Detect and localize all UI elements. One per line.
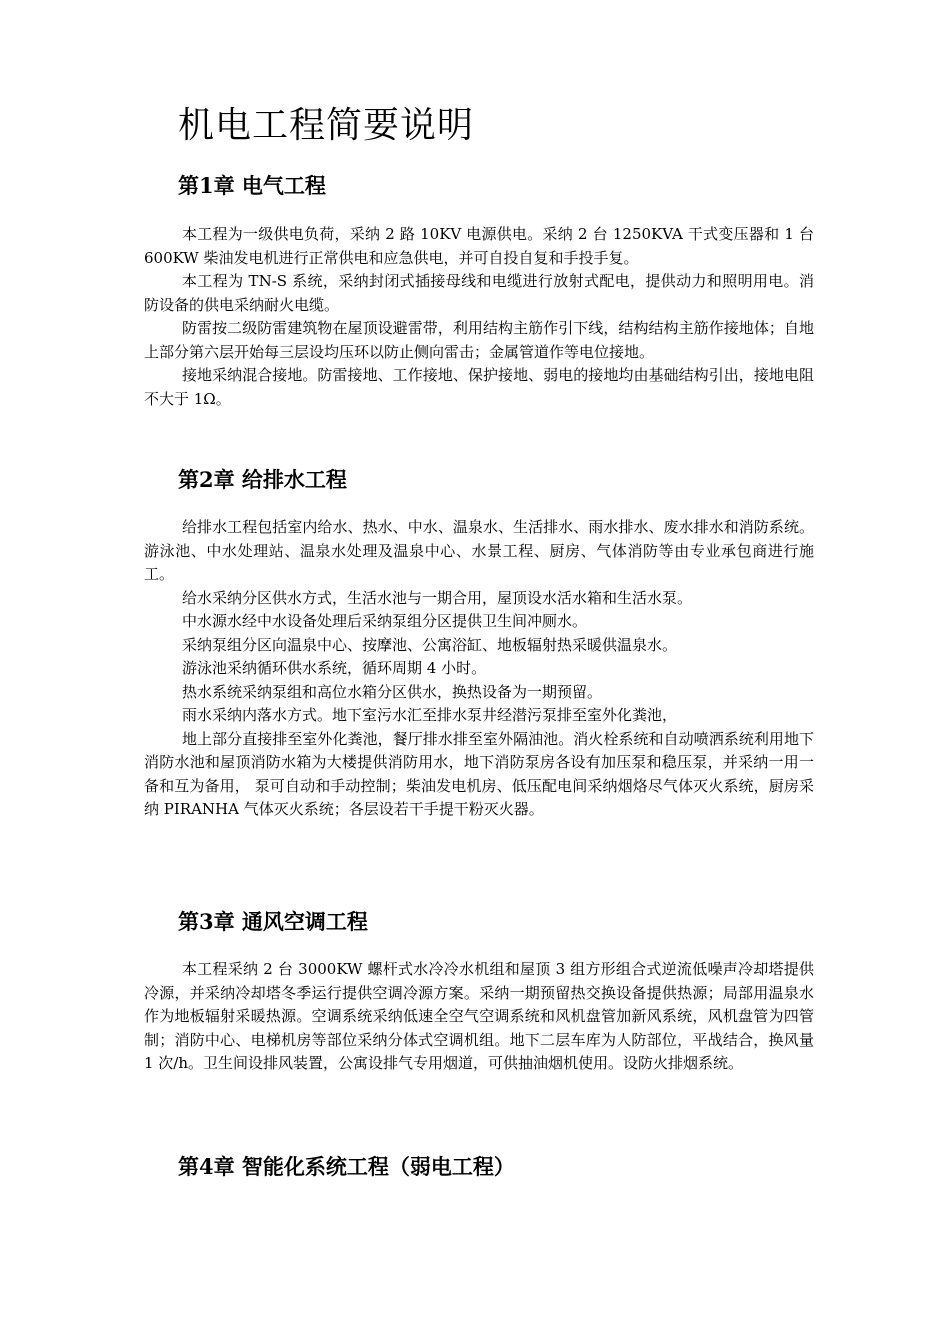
chapter-2-heading: 第2章 给排水工程 (178, 467, 347, 492)
chapter-1-paragraph: 本工程为一级供电负荷，采纳 2 路 10KV 电源供电。采纳 2 台 1250KVA 干式变压器和 1 台 600KW 柴油发电机进行正常供电和应急供电，并可自投自复和手投手复。 (144, 225, 814, 267)
chapter-2-paragraph: 中水源水经中水设备处理后采纳泵组分区提供卫生间冲厕水。 (182, 612, 588, 630)
chapter-3-heading: 第3章 通风空调工程 (178, 909, 368, 934)
chapter-3-body (144, 958, 814, 1076)
chapter-3-paragraph: 本工程采纳 2 台 3000KW 螺杆式水冷冷水机组和屋顶 3 组方形组合式逆流低噪声冷却塔提供冷源，并采纳冷却塔冬季运行提供空调冷源方案。采纳一期预留热交换设备提供热源；局部用温泉水作为地板辐射采暖热源。空调系统采纳低速全空气空调系统和风机盘管加新风系统，风机盘管为四管制；消防中心、电梯机房等部位采纳分体式空调机组。地下二层车库为人防部位，平战结合，换风量 1 次/h。卫生间设排风装置，公寓设排气专用烟道，可供抽油烟机使用。设防火排烟系统。 (144, 960, 814, 1072)
chapter-2-paragraph: 地上部分直接排至室外化粪池，餐厅排水排至室外隔油池。消火栓系统和自动喷洒系统利用地下消防水池和屋顶消防水箱为大楼提供消防用水，地下消防泵房各设有加压泵和稳压泵，并采纳一用一备和互为备用， 泵可自动和手动控制；柴油发电机房、低压配电间采纳烟烙尽气体灭火系统，厨房采纳 PIRANHA 气体灭火系统；各层设若干手提干粉灭火器。 (144, 729, 814, 818)
chapter-2-paragraph: 采纳泵组分区向温泉中心、按摩池、公寓浴缸、地板辐射热采暖供温泉水。 (182, 635, 678, 654)
chapter-2-body (144, 516, 814, 822)
chapter-1-paragraph: 接地采纳混合接地。防雷接地、工作接地、保护接地、弱电的接地均由基础结构引出，接地电阻不大于 1Ω。 (144, 366, 814, 408)
chapter-1-body (144, 223, 814, 411)
chapter-4-heading: 第4章 智能化系统工程（弱电工程） (178, 1154, 515, 1179)
chapter-2-paragraph: 给排水工程包括室内给水、热水、中水、温泉水、生活排水、雨水排水、废水排水和消防系统。游泳池、中水处理站、温泉水处理及温泉中心、水景工程、厨房、气体消防等由专业承包商进行施工。 (144, 518, 814, 583)
document-title: 机电工程简要说明 (178, 105, 475, 146)
chapter-1-paragraph: 防雷按二级防雷建筑物在屋顶设避雷带，利用结构主筋作引下线，结构结构主筋作接地体；自地上部分第六层开始每三层设均压环以防止侧向雷击；金属管道作等电位接地。 (144, 319, 814, 361)
chapter-1-heading: 第1章 电气工程 (178, 173, 326, 198)
chapter-2-paragraph: 给水采纳分区供水方式，生活水池与一期合用，屋顶设水活水箱和生活水泵。 (182, 588, 693, 607)
chapter-2-paragraph: 雨水采纳内落水方式。地下室污水汇至排水泵井经潜污泵排至室外化粪池， (182, 706, 678, 724)
chapter-1-paragraph: 本工程为 TN-S 系统，采纳封闭式插接母线和电缆进行放射式配电，提供动力和照明用电。消防设备的供电采纳耐火电缆。 (144, 272, 814, 314)
chapter-2-paragraph: 热水系统采纳泵组和高位水箱分区供水，换热设备为一期预留。 (182, 682, 603, 701)
chapter-2-paragraph: 游泳池采纳循环供水系统，循环周期 4 小时。 (182, 659, 487, 677)
